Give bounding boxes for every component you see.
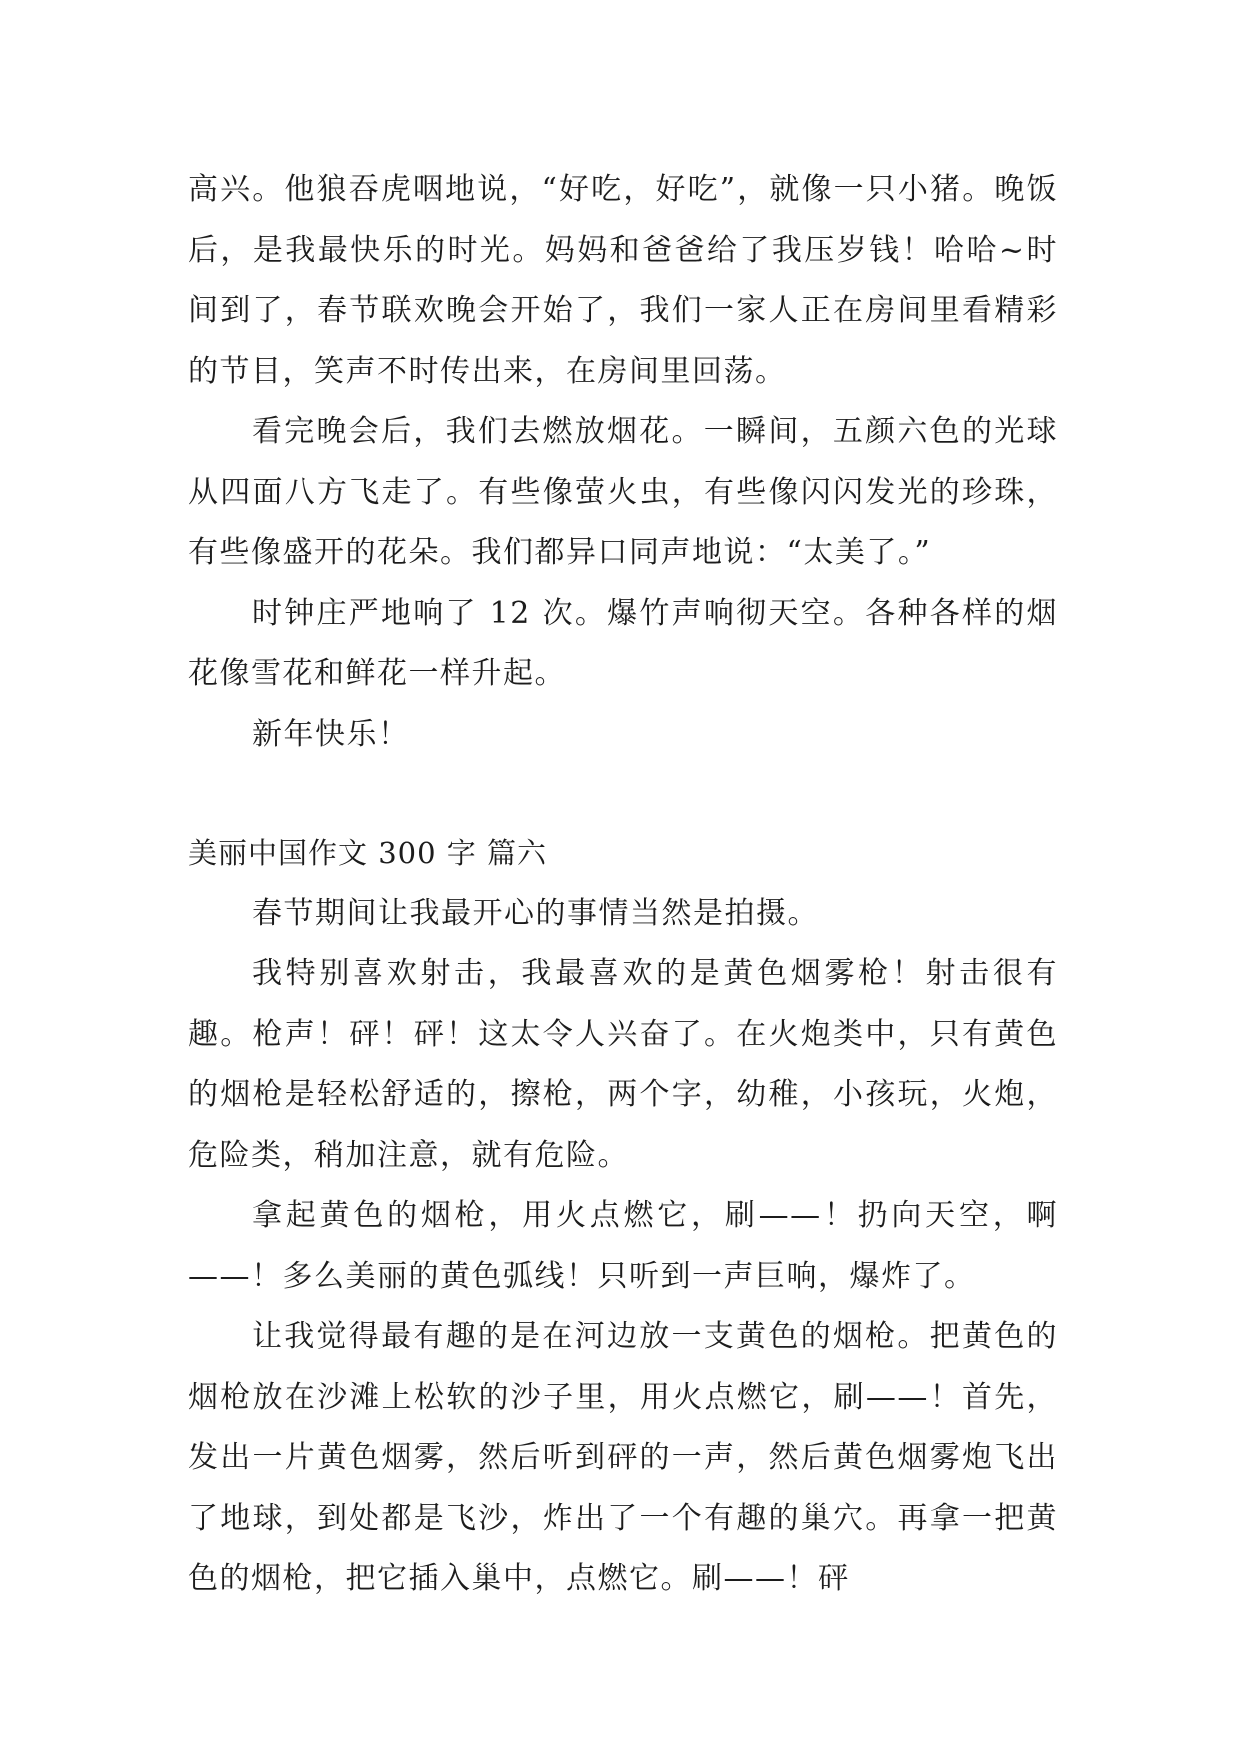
document-body — [188, 160, 1058, 1610]
essay-paragraph-1: 春节期间让我最开心的事情当然是拍摄。 — [252, 895, 819, 931]
fireworks-paragraph: 看完晚会后，我们去燃放烟花。一瞬间，五颜六色的光球从四面八方飞走了。有些像萤火虫，有些像闪闪发光的珍珠，有些像盛开的花朵。我们都异口同声地说：“太美了。” — [188, 414, 1058, 570]
new-year-paragraph: 新年快乐！ — [252, 716, 410, 752]
essay-paragraph-4: 让我觉得最有趣的是在河边放一支黄色的烟枪。把黄色的烟枪放在沙滩上松软的沙子里，用火点燃它，刷——！首先，发出一片黄色烟雾，然后听到砰的一声，然后黄色烟雾炮飞出了地球，到处都是飞沙，炸出了一个有趣的巢穴。再拿一把黄色的烟枪，把它插入巢中，点燃它。刷——！砰 — [188, 1319, 1058, 1596]
essay-heading: 美丽中国作文 300 字 篇六 — [188, 836, 548, 870]
continuation-paragraph: 高兴。他狼吞虎咽地说，“好吃，好吃”，就像一只小猪。晚饭后，是我最快乐的时光。妈妈和爸爸给了我压岁钱！哈哈~时间到了，春节联欢晚会开始了，我们一家人正在房间里看精彩的节目，笑声不时传出来，在房间里回荡。 — [188, 172, 1058, 389]
essay-paragraph-2: 我特别喜欢射击，我最喜欢的是黄色烟雾枪！射击很有趣。枪声！砰！砰！这太令人兴奋了。在火炮类中，只有黄色的烟枪是轻松舒适的，擦枪，两个字，幼稚，小孩玩，火炮，危险类，稍加注意，就有危险。 — [188, 956, 1058, 1173]
midnight-paragraph: 时钟庄严地响了 12 次。爆竹声响彻天空。各种各样的烟花像雪花和鲜花一样升起。 — [188, 595, 1058, 691]
essay-paragraph-3: 拿起黄色的烟枪，用火点燃它，刷——！扔向天空，啊——！多么美丽的黄色弧线！只听到一声巨响，爆炸了。 — [188, 1198, 1058, 1294]
